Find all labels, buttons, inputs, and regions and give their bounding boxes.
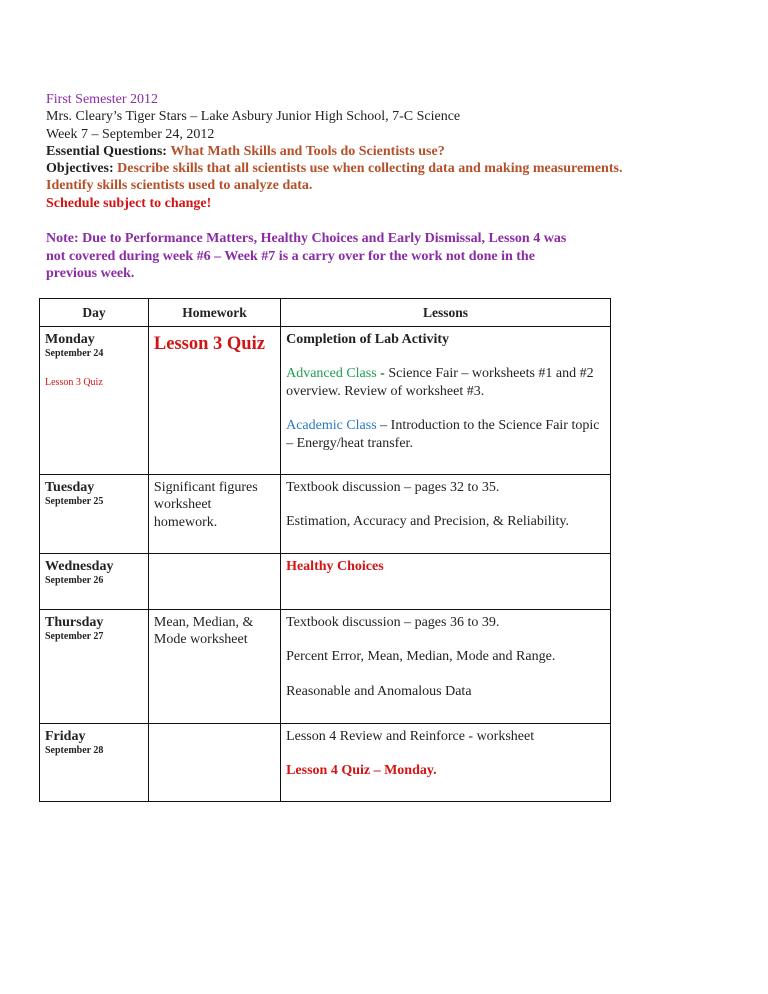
table-row-tuesday xyxy=(40,475,611,554)
homework-cell xyxy=(148,724,280,802)
lesson-line-1: Textbook discussion – pages 32 to 35. xyxy=(286,480,500,495)
lessons-cell xyxy=(281,554,611,610)
performance-note xyxy=(46,230,626,283)
header-lessons: Lessons xyxy=(281,299,611,327)
obj-text-1: Describe skills that all scientists use when collecting data and making measurements. xyxy=(117,161,623,177)
lesson-line-1: Textbook discussion – pages 36 to 39. xyxy=(286,615,500,630)
lesson-line-2: Estimation, Accuracy and Precision, & Reliability. xyxy=(286,514,569,530)
document-header xyxy=(46,91,746,212)
homework-quiz: Lesson 3 Quiz xyxy=(153,334,265,354)
lessons-cell xyxy=(281,610,611,724)
advanced-class-text: - Science Fair – worksheets #1 and #2 overview. Review of worksheet #3. xyxy=(286,366,594,399)
advanced-class-label: Advanced Class xyxy=(286,366,377,382)
lessons-cell xyxy=(281,327,611,475)
header-day: Day xyxy=(40,299,149,327)
lessons-cell xyxy=(281,475,611,554)
lesson-line-2: Percent Error, Mean, Median, Mode and Range. xyxy=(286,649,556,665)
table-row-friday xyxy=(40,724,611,802)
table-row-monday xyxy=(40,327,611,475)
eq-label: Essential Questions: xyxy=(46,143,167,159)
day-name: Wednesday xyxy=(45,559,114,574)
note-line-3: previous week. xyxy=(46,266,135,281)
note-line-1: Note: Due to Performance Matters, Healthy Choices and Early Dismissal, Lesson 4 was xyxy=(46,231,567,246)
day-cell xyxy=(40,724,149,802)
day-date: September 27 xyxy=(45,631,104,643)
table-row-wednesday xyxy=(40,554,611,610)
homework-cell: Mean, Median, & Mode worksheet xyxy=(148,610,280,724)
weekly-plan-table xyxy=(39,298,611,802)
homework-cell xyxy=(148,327,280,475)
essential-questions xyxy=(46,143,746,160)
academic-class-text: – Introduction to the Science Fair topic – Energy/heat transfer. xyxy=(286,418,600,451)
day-date: September 26 xyxy=(45,575,104,587)
header-homework: Homework xyxy=(148,299,280,327)
day-note: Lesson 3 Quiz xyxy=(45,377,103,389)
lesson-line-2: Lesson 4 Quiz – Monday. xyxy=(286,763,437,779)
day-name: Thursday xyxy=(45,615,104,630)
semester-title: First Semester 2012 xyxy=(46,92,158,107)
lesson-title: Completion of Lab Activity xyxy=(286,332,450,347)
day-cell xyxy=(40,554,149,610)
day-name: Friday xyxy=(45,729,86,744)
day-date: September 24 xyxy=(45,348,104,360)
academic-class-label: Academic Class xyxy=(286,418,377,434)
day-name: Tuesday xyxy=(45,480,95,495)
homework-cell: Significant figures worksheet homework. xyxy=(148,475,280,554)
day-cell xyxy=(40,327,149,475)
week-line: Week 7 – September 24, 2012 xyxy=(46,126,215,142)
day-date: September 28 xyxy=(45,745,104,757)
obj-text-2: Identify skills scientists used to analyze data. xyxy=(46,178,313,194)
lessons-cell xyxy=(281,724,611,802)
advanced-class-lesson xyxy=(286,365,605,400)
eq-text: What Math Skills and Tools do Scientists use? xyxy=(170,143,445,159)
objectives xyxy=(46,160,746,177)
obj-label: Objectives: xyxy=(46,161,114,177)
note-line-2: not covered during week #6 – Week #7 is a carry over for the work not done in the xyxy=(46,248,535,264)
table-header-row xyxy=(40,299,611,327)
academic-class-lesson xyxy=(286,417,605,452)
homework-cell xyxy=(148,554,280,610)
day-cell xyxy=(40,610,149,724)
day-name: Monday xyxy=(45,332,95,347)
lesson-line-1: Healthy Choices xyxy=(286,559,384,574)
lesson-line-3: Reasonable and Anomalous Data xyxy=(286,683,472,699)
class-line: Mrs. Cleary’s Tiger Stars – Lake Asbury Junior High School, 7-C Science xyxy=(46,109,461,125)
schedule-note: Schedule subject to change! xyxy=(46,195,212,211)
day-date: September 25 xyxy=(45,496,104,508)
day-cell xyxy=(40,475,149,554)
table-row-thursday xyxy=(40,610,611,724)
lesson-line-1: Lesson 4 Review and Reinforce - worksheet xyxy=(286,729,535,744)
